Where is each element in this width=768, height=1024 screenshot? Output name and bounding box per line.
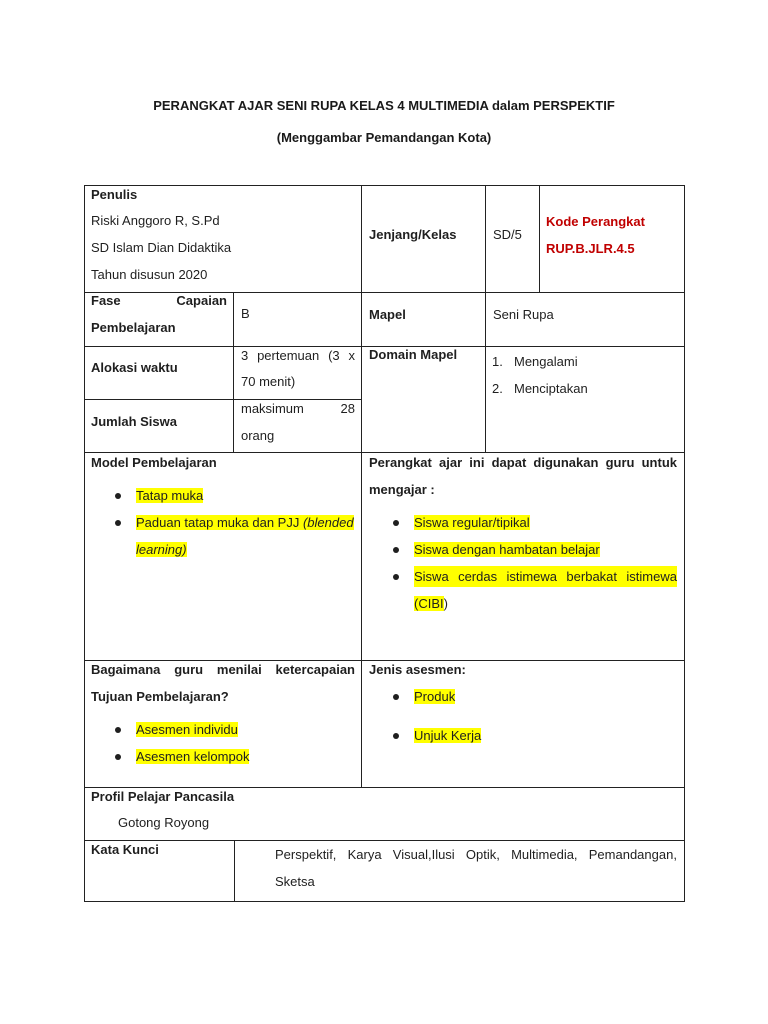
domain-label: Domain Mapel <box>369 347 458 362</box>
kata-label: Kata Kunci <box>91 842 159 857</box>
bullet-icon <box>393 694 399 700</box>
bagaimana-line2: Tujuan Pembelajaran? <box>91 689 229 704</box>
kata-line2: Sketsa <box>275 874 315 889</box>
model-item: Tatap muka <box>136 488 204 503</box>
alokasi-word: x <box>348 348 355 363</box>
jenjang-value: SD/5 <box>493 227 522 242</box>
model-item-cont: learning) <box>136 542 187 557</box>
domain-item: Menciptakan <box>514 381 588 396</box>
jumlah-word: maksimum <box>241 401 304 416</box>
alokasi-line1 <box>241 342 355 369</box>
bullet-icon <box>115 754 121 760</box>
bullet-icon <box>115 727 121 733</box>
bullet-icon <box>393 574 399 580</box>
mapel-value: Seni Rupa <box>493 307 554 322</box>
model-label: Model Pembelajaran <box>91 455 217 470</box>
bagaimana-line1: Bagaimana guru menilai ketercapaian <box>91 662 355 677</box>
jenjang-label: Jenjang/Kelas <box>369 227 457 242</box>
fase-word: Capaian <box>176 293 227 308</box>
bullet-icon <box>115 493 121 499</box>
alokasi-line2: 70 menit) <box>241 374 296 389</box>
kode-value: RUP.B.JLR.4.5 <box>546 241 635 256</box>
col-divider <box>361 185 362 787</box>
penulis-name: Riski Anggoro R, S.Pd <box>91 213 220 228</box>
domain-number: 1. <box>492 354 503 369</box>
perangkat-item: Siswa cerdas istimewa berbakat istimewa <box>414 566 677 587</box>
jenis-item: Produk <box>414 689 456 704</box>
perangkat-item: Siswa dengan hambatan belajar <box>414 542 600 557</box>
bullet-icon <box>115 520 121 526</box>
profil-value: Gotong Royong <box>118 815 210 830</box>
penulis-school: SD Islam Dian Didaktika <box>91 240 232 255</box>
alokasi-label: Alokasi waktu <box>91 360 178 375</box>
domain-item: Mengalami <box>514 354 578 369</box>
alokasi-word: pertemuan <box>257 348 320 363</box>
kata-line1: Perspektif, Karya Visual,Ilusi Optik, Multimedia, Pemandangan, <box>275 847 677 862</box>
col-divider <box>485 185 486 452</box>
bagaimana-item: Asesmen individu <box>136 722 238 737</box>
fase-label-line2: Pembelajaran <box>91 320 176 335</box>
jumlah-word: 28 <box>340 401 355 416</box>
fase-word: Fase <box>91 293 121 308</box>
bagaimana-item: Asesmen kelompok <box>136 749 250 764</box>
jumlah-line2: orang <box>241 428 275 443</box>
alokasi-word: 3 <box>241 348 249 363</box>
perangkat-line2: mengajar : <box>369 482 435 497</box>
perangkat-item: Siswa regular/tipikal <box>414 515 530 530</box>
penulis-label: Penulis <box>91 187 138 202</box>
col-divider <box>233 292 234 452</box>
model-item: Paduan tatap muka dan PJJ (blended <box>136 515 354 530</box>
fase-value: B <box>241 306 250 321</box>
col-divider <box>234 840 235 902</box>
jenis-item: Unjuk Kerja <box>414 728 482 743</box>
bullet-icon <box>393 520 399 526</box>
bullet-icon <box>393 733 399 739</box>
domain-number: 2. <box>492 381 503 396</box>
document-title: PERANGKAT AJAR SENI RUPA KELAS 4 MULTIMEDIA dalam PERSPEKTIF <box>153 98 615 113</box>
document-subtitle: (Menggambar Pemandangan Kota) <box>276 130 492 145</box>
jumlah-label: Jumlah Siswa <box>91 414 177 429</box>
mapel-label: Mapel <box>369 307 406 322</box>
alokasi-word: (3 <box>328 348 340 363</box>
col-divider <box>539 185 540 292</box>
perangkat-line1: Perangkat ajar ini dapat digunakan guru untuk <box>369 455 677 470</box>
jenis-label: Jenis asesmen: <box>369 662 466 677</box>
perangkat-item-cont: (CIBI) <box>414 596 448 611</box>
jumlah-line1 <box>241 395 355 422</box>
penulis-year: Tahun disusun 2020 <box>91 267 208 282</box>
bullet-icon <box>393 547 399 553</box>
profil-label: Profil Pelajar Pancasila <box>91 789 235 804</box>
kode-label: Kode Perangkat <box>546 214 645 229</box>
fase-label-line1 <box>91 287 227 314</box>
